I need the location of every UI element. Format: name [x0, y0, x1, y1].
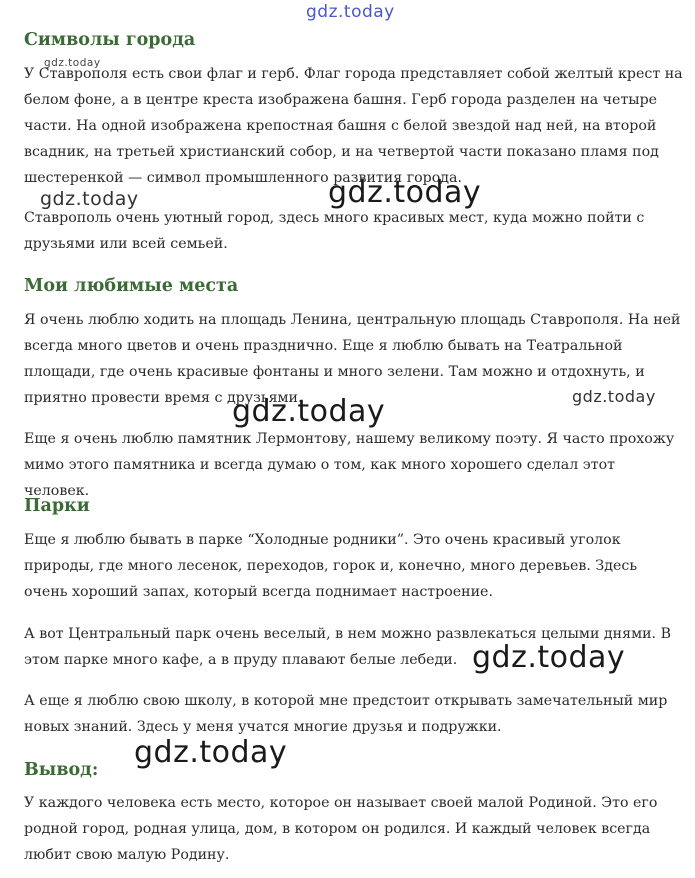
watermark-small-1: gdz.today [44, 57, 101, 69]
section-heading-parks: Парки [24, 496, 90, 516]
watermark-top: gdz.today [306, 2, 395, 22]
section-heading-favorite-places: Мои любимые места [24, 276, 239, 296]
paragraph-parks-3: А еще я люблю свою школу, в которой мне предстоит открывать замечательный мир новых знаний. Здесь у меня учатся многие друзья и подружки. [24, 693, 668, 735]
paragraph-conclusion: У каждого человека есть место, которое он называет своей малой Родиной. Это его родной город, родная улица, дом, в котором он родился. И каждый человек всегда любит свою малую Родину. [24, 795, 658, 863]
watermark-large-2: gdz.today [232, 394, 386, 429]
paragraph-symbols-1: У Ставрополя есть свои флаг и герб. Флаг города представляет собой желтый крест на белом фоне, а в центре креста изображена башня. Герб города разделен на четыре части. На одной изображена крепостная башня с белой звездой над ней, на второй всадник, на третьей христианский собор, и на четвертой части показано пламя под шестеренкой — символ промышленного развития города. [24, 66, 683, 186]
section-heading-symbols: Символы города [24, 30, 196, 50]
watermark-medium-2: gdz.today [572, 387, 656, 406]
paragraph-symbols-2: Ставрополь очень уютный город, здесь много красивых мест, куда можно пойти с друзьями или всей семьей. [24, 210, 645, 252]
watermark-large-3: gdz.today [472, 640, 626, 675]
watermark-large-1: gdz.today [328, 175, 482, 210]
paragraph-parks-2: А вот Центральный парк очень веселый, в нем можно развлекаться целыми днями. В этом парке много кафе, а в пруду плавают белые лебеди. [24, 626, 672, 668]
watermark-large-4: gdz.today [134, 735, 288, 770]
section-heading-conclusion: Вывод: [24, 760, 99, 780]
paragraph-places-2: Еще я очень люблю памятник Лермонтову, нашему великому поэту. Я часто прохожу мимо этого памятника и всегда думаю о том, как много хорошего сделал этот человек. [24, 431, 675, 499]
watermark-medium-1: gdz.today [40, 188, 139, 210]
paragraph-parks-1: Еще я люблю бывать в парке “Холодные родники”. Это очень красивый уголок природы, где много лесенок, переходов, горок и, конечно, много деревьев. Здесь очень хороший запах, который всегда поднимает настроение. [24, 532, 638, 600]
paragraph-places-1: Я очень люблю ходить на площадь Ленина, центральную площадь Ставрополя. На ней всегда много цветов и очень празднично. Еще я люблю бывать на Театральной площади, где очень красивые фонтаны и много зелени. Там можно и отдохнуть, и приятно провести время с друзьями. [24, 312, 681, 406]
